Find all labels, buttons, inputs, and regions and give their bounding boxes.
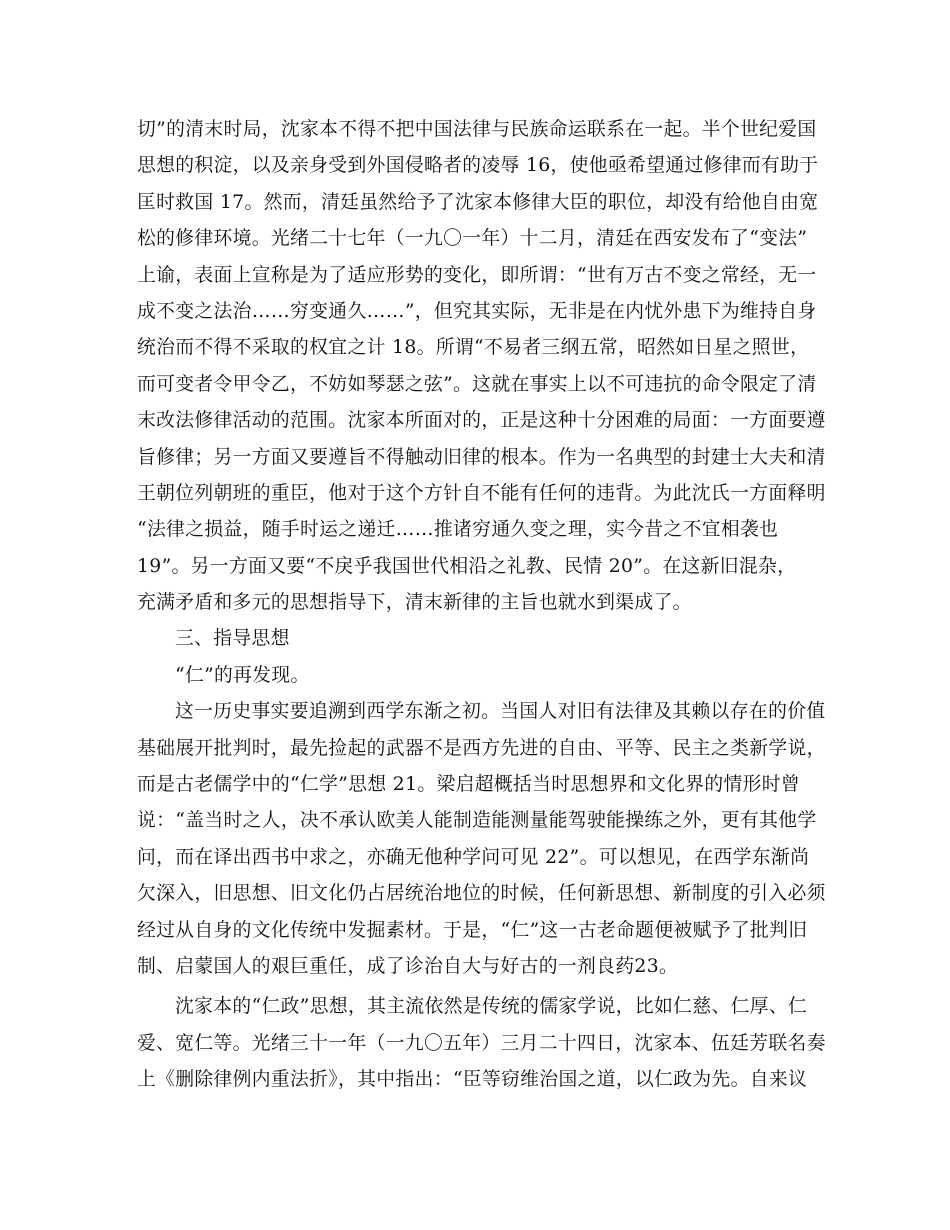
text-line: 上谕，表面上宣称是为了适应形势的变化，即所谓：“世有万古不变之常经，无一 [137, 264, 817, 286]
text-line: 而是古老儒学中的“仁学”思想 21。梁启超概括当时思想界和文化界的情形时曾 [137, 774, 801, 796]
text-line: 欠深入，旧思想、旧文化仍占居统治地位的时候，任何新思想、新制度的引入必须 [137, 883, 826, 905]
text-line: 经过从自身的文化传统中发掘素材。于是，“仁”这一古老命题便被赋予了批判旧 [137, 919, 808, 941]
paragraph-3 [137, 989, 827, 1098]
text-line: 旨修律；另一方面又要遵旨不得触动旧律的根本。作为一名典型的封建士大夫和清 [137, 446, 826, 468]
text-line: 统治而不得不采取的权宜之计 18。所谓“不易者三纲五常，昭然如日星之照世， [137, 337, 810, 359]
subsection-heading: “仁”的再发现。 [175, 664, 310, 686]
text-line: 说：“盖当时之人，决不承认欧美人能制造能测量能驾驶能操练之外，更有其他学 [137, 810, 817, 832]
text-line: 思想的积淀，以及亲身受到外国侵略者的凌辱 16，使他亟希望通过修律而有助于 [137, 155, 819, 177]
text-line: 沈家本的“仁政”思想，其主流依然是传统的儒家学说，比如仁慈、仁厚、仁 [175, 996, 808, 1018]
text-line: 充满矛盾和多元的思想指导下，清末新律的主旨也就水到渠成了。 [137, 592, 692, 614]
text-line: 问，而在译出西书中求之，亦确无他种学问可见 22”。可以想见，在西学东渐尚 [137, 846, 810, 868]
text-line: 上《删除律例内重法折》，其中指出：“臣等窃维治国之道，以仁政为先。自来议 [137, 1069, 808, 1091]
text-line: 这一历史事实要追溯到西学东渐之初。当国人对旧有法律及其赖以存在的价值 [175, 701, 826, 723]
text-line: 王朝位列朝班的重臣，他对于这个方针自不能有任何的违背。为此沈氏一方面释明 [137, 482, 826, 504]
text-line: 松的修律环境。光绪二十七年（一九〇一年）十二月，清廷在西安发布了“变法” [137, 228, 808, 250]
paragraph-2 [137, 694, 827, 985]
document-body [137, 112, 827, 1099]
text-line: “法律之损益，随手时运之递迁……推诸穷通久变之理，实今昔之不宜相袭也 [137, 519, 779, 541]
text-line: 基础展开批判时，最先捡起的武器不是西方先进的自由、平等、民主之类新学说， [137, 737, 826, 759]
text-line: 爱、宽仁等。光绪三十一年（一九〇五年）三月二十四日，沈家本、伍廷芳联名奏 [137, 1032, 826, 1054]
text-line: 末改法修律活动的范围。沈家本所面对的，正是这种十分困难的局面：一方面要遵 [137, 410, 826, 432]
section-heading: 三、指导思想 [175, 628, 290, 650]
text-line: 而可变者令甲令乙，不妨如琴瑟之弦”。这就在事实上以不可违抗的命令限定了清 [137, 373, 817, 395]
text-line: 匡时救国 17。然而，清廷虽然给予了沈家本修律大臣的职位，却没有给他自由宽 [137, 191, 819, 213]
text-line: 切”的清末时局，沈家本不得不把中国法律与民族命运联系在一起。半个世纪爱国 [137, 119, 817, 140]
text-line: 成不变之法治……穷变通久……”，但究其实际，无非是在内忧外患下为维持自身 [137, 300, 817, 322]
text-line: 19”。另一方面又要“不戾乎我国世代相沿之礼教、民情 20”。在这新旧混杂， [137, 555, 797, 577]
text-line: 制、启蒙国人的艰巨重任，成了诊治自大与好古的一剂良药23。 [137, 955, 679, 977]
paragraph-1 [137, 112, 827, 621]
